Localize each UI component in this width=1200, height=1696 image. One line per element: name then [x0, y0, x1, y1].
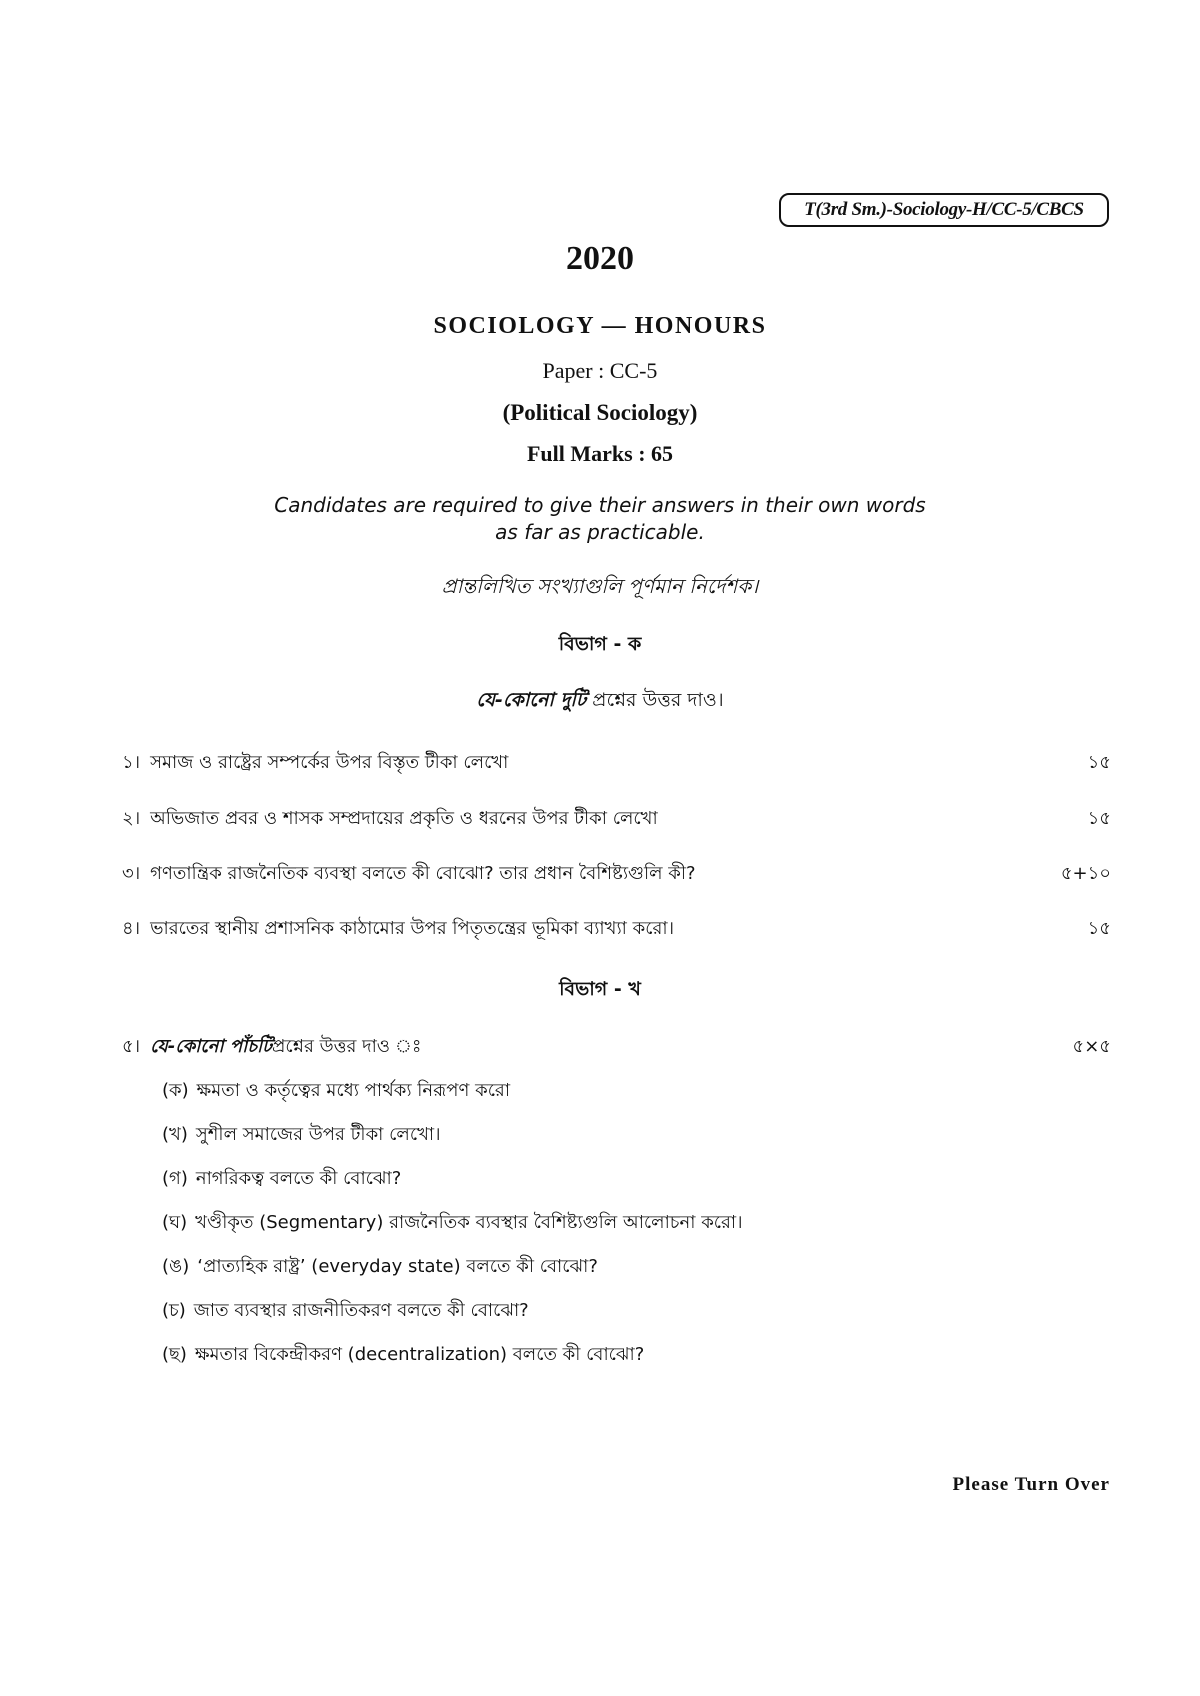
sub-question: [162, 1208, 743, 1239]
exam-year: 2020: [566, 240, 634, 277]
sub-question-text: ক্ষমতার বিকেন্দ্রীকরণ (decentralization) বলতে কী বোঝো?: [194, 1344, 645, 1365]
question-text: ভারতের স্থানীয় প্রশাসনিক কাঠামোর উপর পিতৃতন্ত্রের ভূমিকা ব্যাখ্যা করো।: [150, 918, 675, 939]
question-marks: ১৫: [1087, 918, 1111, 939]
sub-question: [162, 1164, 401, 1195]
paper-number: Paper : CC-5: [542, 358, 658, 383]
question-marks: ১৫: [1087, 752, 1111, 773]
sub-question-text: ক্ষমতা ও কর্তৃত্বের মধ্যে পার্থক্য নিরূপণ করো: [196, 1080, 511, 1101]
candidate-instructions: [0, 492, 1200, 546]
instruction-line-2: as far as practicable.: [495, 520, 705, 544]
question-text: অভিজাত প্রবর ও শাসক সম্প্রদায়ের প্রকৃতি ও ধরনের উপর টীকা লেখো: [150, 808, 658, 829]
sub-question: [162, 1296, 529, 1327]
question-row: [122, 748, 1111, 779]
question-number: ২।: [122, 808, 141, 829]
section-a-instruction-rest: প্রশ্নের উত্তর দাও।: [586, 689, 724, 711]
sub-question: [162, 1120, 441, 1151]
question-number: ৫।: [122, 1036, 141, 1057]
question-emphasis: যে-কোনো পাঁচটি: [150, 1036, 272, 1057]
please-turn-over: Please Turn Over: [952, 1474, 1110, 1495]
question-row: [122, 804, 1111, 835]
question-text: সমাজ ও রাষ্ট্রের সম্পর্কের উপর বিস্তৃত টীকা লেখো: [150, 752, 509, 773]
sub-question-label: (গ): [162, 1168, 188, 1189]
sub-question-label: (ছ): [162, 1344, 187, 1365]
sub-question-text: জাত ব্যবস্থার রাজনীতিকরণ বলতে কী বোঝো?: [193, 1300, 529, 1321]
sub-question-text: সুশীল সমাজের উপর টীকা লেখো।: [195, 1124, 441, 1145]
sub-question: [162, 1340, 644, 1371]
question-marks: ৫×৫: [1072, 1036, 1111, 1057]
question-marks: ৫+১০: [1060, 863, 1111, 884]
sub-question-text: ‘প্রাত্যহিক রাষ্ট্র’ (everyday state) বলতে কী বোঝো?: [197, 1256, 598, 1277]
section-a-instruction: [0, 686, 1200, 718]
question-text: প্রশ্নের উত্তর দাও ঃ: [271, 1036, 422, 1057]
question-row: [122, 859, 1111, 890]
paper-code: T(3rd Sm.)-Sociology-H/CC-5/CBCS: [804, 199, 1084, 220]
question-row: [122, 1032, 1111, 1063]
question-number: ৩।: [122, 863, 141, 884]
section-a-title: বিভাগ - ক: [558, 633, 642, 655]
sub-question-text: খণ্ডীকৃত (Segmentary) রাজনৈতিক ব্যবস্থার বৈশিষ্ট্যগুলি আলোচনা করো।: [195, 1212, 743, 1233]
sub-question-label: (চ): [162, 1300, 186, 1321]
sub-question-label: (ঘ): [162, 1212, 188, 1233]
section-b-title: বিভাগ - খ: [559, 978, 641, 1000]
sub-question: [162, 1076, 510, 1107]
sub-question: [162, 1252, 598, 1283]
question-row: [122, 914, 1111, 945]
question-number: ৪।: [122, 918, 141, 939]
question-text: গণতান্ত্রিক রাজনৈতিক ব্যবস্থা বলতে কী বোঝো? তার প্রধান বৈশিষ্ট্যগুলি কী?: [150, 863, 696, 884]
full-marks: Full Marks : 65: [526, 441, 674, 466]
question-marks: ১৫: [1087, 808, 1111, 829]
sub-question-label: (ক): [162, 1080, 189, 1101]
marginal-marks-note: প্রান্তলিখিত সংখ্যাগুলি পূর্ণমান নির্দেশক।: [441, 574, 759, 598]
paper-code-box: [779, 193, 1109, 227]
instruction-line-1: Candidates are required to give their answers in their own words: [274, 493, 926, 517]
subject-title: SOCIOLOGY — HONOURS: [433, 313, 767, 339]
sub-question-label: (খ): [162, 1124, 188, 1145]
question-number: ১।: [122, 752, 141, 773]
sub-question-text: নাগরিকত্ব বলতে কী বোঝো?: [195, 1168, 402, 1189]
paper-area: (Political Sociology): [502, 400, 698, 425]
sub-question-label: (ঙ): [162, 1256, 190, 1277]
section-a-instruction-emphasis: যে-কোনো দুটি: [476, 689, 587, 711]
